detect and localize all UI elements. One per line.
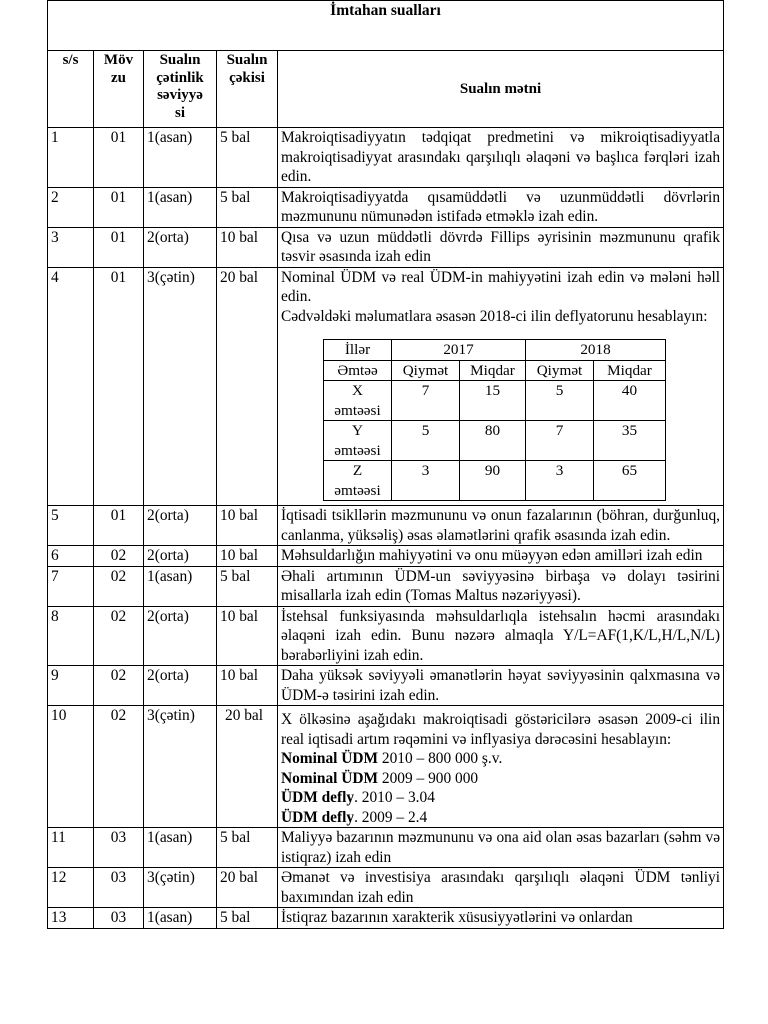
row-topic: 01 bbox=[94, 267, 144, 506]
row-question-text: Qısa və uzun müddətli dövrdə Fillips əyrisinin məzmununu qrafik təsvir əsasında izah edin bbox=[278, 227, 724, 267]
row-points: 5 bal bbox=[217, 187, 278, 227]
row-number: 12 bbox=[48, 868, 94, 908]
row-question-text: Makroiqtisadiyyatda qısamüddətli və uzunmüddətli dövrlərin məzmununu nümunədən istifadə etməklə izah edin. bbox=[278, 187, 724, 227]
table-row bbox=[48, 666, 724, 706]
row-difficulty: 3(çətin) bbox=[144, 868, 217, 908]
exam-questions-table bbox=[47, 0, 724, 929]
row-points: 10 bal bbox=[217, 666, 278, 706]
given-value-line: Nominal ÜDM 2009 – 900 000 bbox=[281, 769, 479, 787]
price-2017: 3 bbox=[392, 461, 460, 501]
header-difficulty: Sualın çətinlik səviyyə si bbox=[144, 51, 217, 128]
row-points: 5 bal bbox=[217, 566, 278, 606]
inner-header-price: Qiymət bbox=[526, 360, 594, 381]
row-number: 11 bbox=[48, 828, 94, 868]
row-points: 5 bal bbox=[217, 128, 278, 188]
row-question-text: Makroiqtisadiyyatın tədqiqat predmetini və mikroiqtisadiyyatla makroiqtisadiyyat arasındakı qarşılıqlı əlaqəni və başlıca fərqləri izah edin. bbox=[278, 128, 724, 188]
table-row bbox=[48, 908, 724, 929]
row-difficulty: 2(orta) bbox=[144, 606, 217, 666]
table-row bbox=[48, 868, 724, 908]
question-paragraph: Nominal ÜDM və real ÜDM-in mahiyyətini izah edin və mələni həll edin. bbox=[281, 268, 721, 305]
inner-header-goods: Əmtəə bbox=[324, 360, 392, 381]
inner-header-quantity: Miqdar bbox=[460, 360, 526, 381]
row-question-text: Əhali artımının ÜDM-un səviyyəsinə birbaşa və dolayı təsirini misallarla izah edin (Tomas Maltus nəzəriyyəsi). bbox=[278, 566, 724, 606]
header-movzu: Möv zu bbox=[94, 51, 144, 128]
row-number: 5 bbox=[48, 506, 94, 546]
row-question-text: Məhsuldarlığın mahiyyətini və onu müəyyən edən amilləri izah edin bbox=[278, 546, 724, 567]
row-topic: 03 bbox=[94, 828, 144, 868]
row-question-text: İqtisadi tsikllərin məzmununu və onun fazalarının (böhran, durğunluq, canlanma, yüksəliş) əsas əlamətlərini qrafik əsasında izah edin. bbox=[278, 506, 724, 546]
row-points: 10 bal bbox=[217, 606, 278, 666]
row-question-text: İstehsal funksiyasında məhsuldarlıqla istehsalın həcmi arasındakı əlaqəni izah edin. Bunu nəzərə almaqla Y/L=AF(1,K/L,H/L,N/L) bərabərliyini izah edin. bbox=[278, 606, 724, 666]
inner-table-row bbox=[324, 421, 666, 461]
inner-header-price: Qiymət bbox=[392, 360, 460, 381]
row-difficulty: 2(orta) bbox=[144, 546, 217, 567]
row-topic: 03 bbox=[94, 908, 144, 929]
row-points: 5 bal bbox=[217, 908, 278, 929]
table-row bbox=[48, 227, 724, 267]
inner-header-quantity: Miqdar bbox=[594, 360, 666, 381]
row-number: 6 bbox=[48, 546, 94, 567]
quantity-2018: 65 bbox=[594, 461, 666, 501]
row-question-text bbox=[278, 706, 724, 828]
table-row bbox=[48, 606, 724, 666]
row-question-text: İstiqraz bazarının xarakterik xüsusiyyətlərini və onlardan bbox=[278, 908, 724, 929]
row-topic: 02 bbox=[94, 566, 144, 606]
row-topic: 02 bbox=[94, 546, 144, 567]
table-row bbox=[48, 506, 724, 546]
table-row bbox=[48, 128, 724, 188]
row-number: 10 bbox=[48, 706, 94, 828]
deflator-data-table bbox=[323, 339, 666, 501]
row-difficulty: 3(çətin) bbox=[144, 706, 217, 828]
header-question-text: Sualın mətni bbox=[278, 51, 724, 128]
inner-table-row bbox=[324, 461, 666, 501]
page-title: İmtahan sualları bbox=[48, 1, 724, 51]
given-value-line: Nominal ÜDM 2010 – 800 000 ş.v. bbox=[281, 750, 503, 767]
row-difficulty: 2(orta) bbox=[144, 227, 217, 267]
row-question-text: Əmanət və investisiya arasındakı qarşılıqlı əlaqəni ÜDM tənliyi baxımından izah edin bbox=[278, 868, 724, 908]
row-topic: 01 bbox=[94, 128, 144, 188]
row-number: 9 bbox=[48, 666, 94, 706]
row-points: 10 bal bbox=[217, 546, 278, 567]
quantity-2017: 15 bbox=[460, 381, 526, 421]
quantity-2017: 90 bbox=[460, 461, 526, 501]
row-difficulty: 2(orta) bbox=[144, 506, 217, 546]
row-topic: 01 bbox=[94, 506, 144, 546]
row-difficulty: 1(asan) bbox=[144, 908, 217, 929]
row-difficulty: 2(orta) bbox=[144, 666, 217, 706]
inner-header-year: 2018 bbox=[526, 340, 666, 361]
question-paragraph: Cədvəldəki məlumatlara əsasən 2018-ci ilin deflyatorunu hesablayın: bbox=[281, 307, 708, 325]
table-row bbox=[48, 546, 724, 567]
row-topic: 02 bbox=[94, 706, 144, 828]
price-2017: 5 bbox=[392, 421, 460, 461]
header-ss: s/s bbox=[48, 51, 94, 128]
row-difficulty: 1(asan) bbox=[144, 128, 217, 188]
row-question-text: Daha yüksək səviyyəli əmanətlərin həyat səviyyəsinin qalxmasına və ÜDM-ə təsirini izah edin. bbox=[278, 666, 724, 706]
row-points: 20 bal bbox=[217, 267, 278, 506]
inner-header-years: İllər bbox=[324, 340, 392, 361]
row-topic: 02 bbox=[94, 666, 144, 706]
row-topic: 02 bbox=[94, 606, 144, 666]
row-question-text: Maliyyə bazarının məzmununu və ona aid olan əsas bazarları (səhm və istiqraz) izah edin bbox=[278, 828, 724, 868]
row-difficulty: 3(çətin) bbox=[144, 267, 217, 506]
price-2018: 5 bbox=[526, 381, 594, 421]
row-points: 10 bal bbox=[217, 506, 278, 546]
row-points: 5 bal bbox=[217, 828, 278, 868]
given-value-line: ÜDM defly. 2010 – 3.04 bbox=[281, 789, 435, 806]
table-row bbox=[48, 828, 724, 868]
good-label: Y əmtəəsi bbox=[324, 421, 392, 461]
table-row bbox=[48, 267, 724, 506]
inner-table-row bbox=[324, 381, 666, 421]
row-number: 13 bbox=[48, 908, 94, 929]
table-row bbox=[48, 566, 724, 606]
given-value-line: ÜDM defly. 2009 – 2.4 bbox=[281, 808, 428, 826]
question-paragraph: X ölkəsinə aşağıdakı makroiqtisadi göstəricilərə əsasən 2009-ci ilin real iqtisadi artım rəqəmini və inflyasiya dərəcəsini hesablayın: bbox=[281, 711, 721, 748]
inner-header-year: 2017 bbox=[392, 340, 526, 361]
row-points: 20 bal bbox=[217, 868, 278, 908]
row-number: 3 bbox=[48, 227, 94, 267]
table-row bbox=[48, 706, 724, 828]
quantity-2018: 40 bbox=[594, 381, 666, 421]
quantity-2018: 35 bbox=[594, 421, 666, 461]
good-label: Z əmtəəsi bbox=[324, 461, 392, 501]
row-difficulty: 1(asan) bbox=[144, 828, 217, 868]
price-2018: 7 bbox=[526, 421, 594, 461]
good-label: X əmtəəsi bbox=[324, 381, 392, 421]
price-2017: 7 bbox=[392, 381, 460, 421]
row-number: 4 bbox=[48, 267, 94, 506]
price-2018: 3 bbox=[526, 461, 594, 501]
row-number: 7 bbox=[48, 566, 94, 606]
row-topic: 01 bbox=[94, 187, 144, 227]
row-difficulty: 1(asan) bbox=[144, 566, 217, 606]
row-question-text bbox=[278, 267, 724, 506]
row-number: 2 bbox=[48, 187, 94, 227]
table-row bbox=[48, 187, 724, 227]
quantity-2017: 80 bbox=[460, 421, 526, 461]
row-points: 10 bal bbox=[217, 227, 278, 267]
header-weight: Sualın çəkisi bbox=[217, 51, 278, 128]
row-topic: 01 bbox=[94, 227, 144, 267]
row-points: 20 bal bbox=[217, 706, 278, 828]
row-number: 1 bbox=[48, 128, 94, 188]
row-topic: 03 bbox=[94, 868, 144, 908]
row-number: 8 bbox=[48, 606, 94, 666]
row-difficulty: 1(asan) bbox=[144, 187, 217, 227]
